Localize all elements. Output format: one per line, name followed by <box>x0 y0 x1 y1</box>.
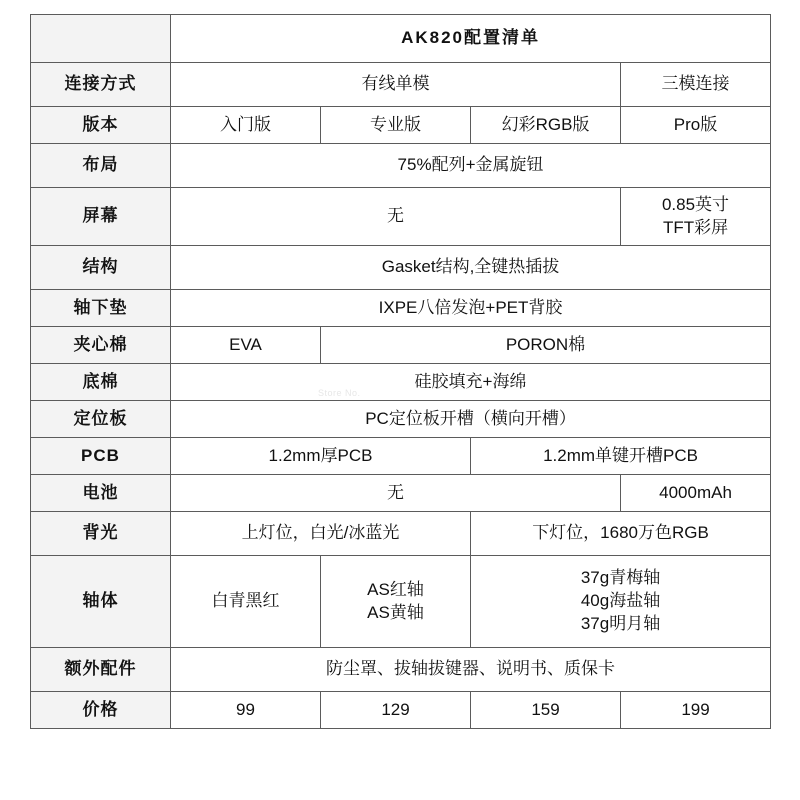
row-value: 199 <box>621 692 771 729</box>
table-row <box>31 648 771 692</box>
row-value: 无 <box>171 188 621 246</box>
row-label: 轴下垫 <box>31 290 171 327</box>
table-row <box>31 290 771 327</box>
row-value: 1.2mm厚PCB <box>171 438 471 475</box>
row-label: PCB <box>31 438 171 475</box>
table-row <box>31 246 771 290</box>
table-row <box>31 512 771 556</box>
row-value: 129 <box>321 692 471 729</box>
table-row <box>31 144 771 188</box>
table-row <box>31 327 771 364</box>
row-value: 4000mAh <box>621 475 771 512</box>
row-value-line: AS红轴 <box>367 579 424 599</box>
table-row <box>31 188 771 246</box>
row-value: 白青黑红 <box>171 556 321 648</box>
row-value-line: 40g海盐轴 <box>580 591 661 611</box>
row-value: 三模连接 <box>621 63 771 107</box>
table-row <box>31 63 771 107</box>
table-row <box>31 438 771 475</box>
table-row <box>31 475 771 512</box>
row-value: PORON棉 <box>321 327 771 364</box>
row-label: 连接方式 <box>31 63 171 107</box>
row-label: 电池 <box>31 475 171 512</box>
row-value: PC定位板开槽（横向开槽） <box>171 401 771 438</box>
row-value: 幻彩RGB版 <box>471 107 621 144</box>
table-row <box>31 364 771 401</box>
row-label: 底棉 <box>31 364 171 401</box>
row-value-line: AS黄轴 <box>367 602 424 622</box>
row-value: 入门版 <box>171 107 321 144</box>
row-label: 定位板 <box>31 401 171 438</box>
row-value: 99 <box>171 692 321 729</box>
row-label: 屏幕 <box>31 188 171 246</box>
title-label-cell <box>31 15 171 63</box>
row-label: 版本 <box>31 107 171 144</box>
row-value-line: 0.85英寸 <box>661 194 730 214</box>
watermark: Store No. <box>318 388 361 398</box>
row-value: 1.2mm单键开槽PCB <box>471 438 771 475</box>
row-value-line: TFT彩屏 <box>662 217 729 237</box>
row-value: 无 <box>171 475 621 512</box>
row-value: Gasket结构,全键热插拔 <box>171 246 771 290</box>
table-row <box>31 401 771 438</box>
spec-table <box>30 14 771 729</box>
row-value: 硅胶填充+海绵 <box>171 364 771 401</box>
row-value: IXPE八倍发泡+PET背胶 <box>171 290 771 327</box>
row-label: 价格 <box>31 692 171 729</box>
row-label: 夹心棉 <box>31 327 171 364</box>
row-value: 下灯位，1680万色RGB <box>471 512 771 556</box>
row-label: 额外配件 <box>31 648 171 692</box>
spec-table-body <box>31 15 771 729</box>
row-label: 结构 <box>31 246 171 290</box>
row-value: Pro版 <box>621 107 771 144</box>
row-label: 布局 <box>31 144 171 188</box>
table-row <box>31 107 771 144</box>
row-value <box>621 188 771 246</box>
table-row <box>31 692 771 729</box>
row-value: 防尘罩、拔轴拔键器、说明书、质保卡 <box>171 648 771 692</box>
row-value: 专业版 <box>321 107 471 144</box>
row-value: 75%配列+金属旋钮 <box>171 144 771 188</box>
row-value-line: 37g明月轴 <box>580 613 661 633</box>
row-label: 背光 <box>31 512 171 556</box>
row-value: 有线单模 <box>171 63 621 107</box>
row-value: 上灯位，白光/冰蓝光 <box>171 512 471 556</box>
row-value-line: 37g青梅轴 <box>580 568 661 588</box>
page-title: AK820配置清单 <box>171 15 771 63</box>
row-value <box>471 556 771 648</box>
row-value: EVA <box>171 327 321 364</box>
title-row <box>31 15 771 63</box>
row-label: 轴体 <box>31 556 171 648</box>
row-value <box>321 556 471 648</box>
row-value: 159 <box>471 692 621 729</box>
table-row <box>31 556 771 648</box>
